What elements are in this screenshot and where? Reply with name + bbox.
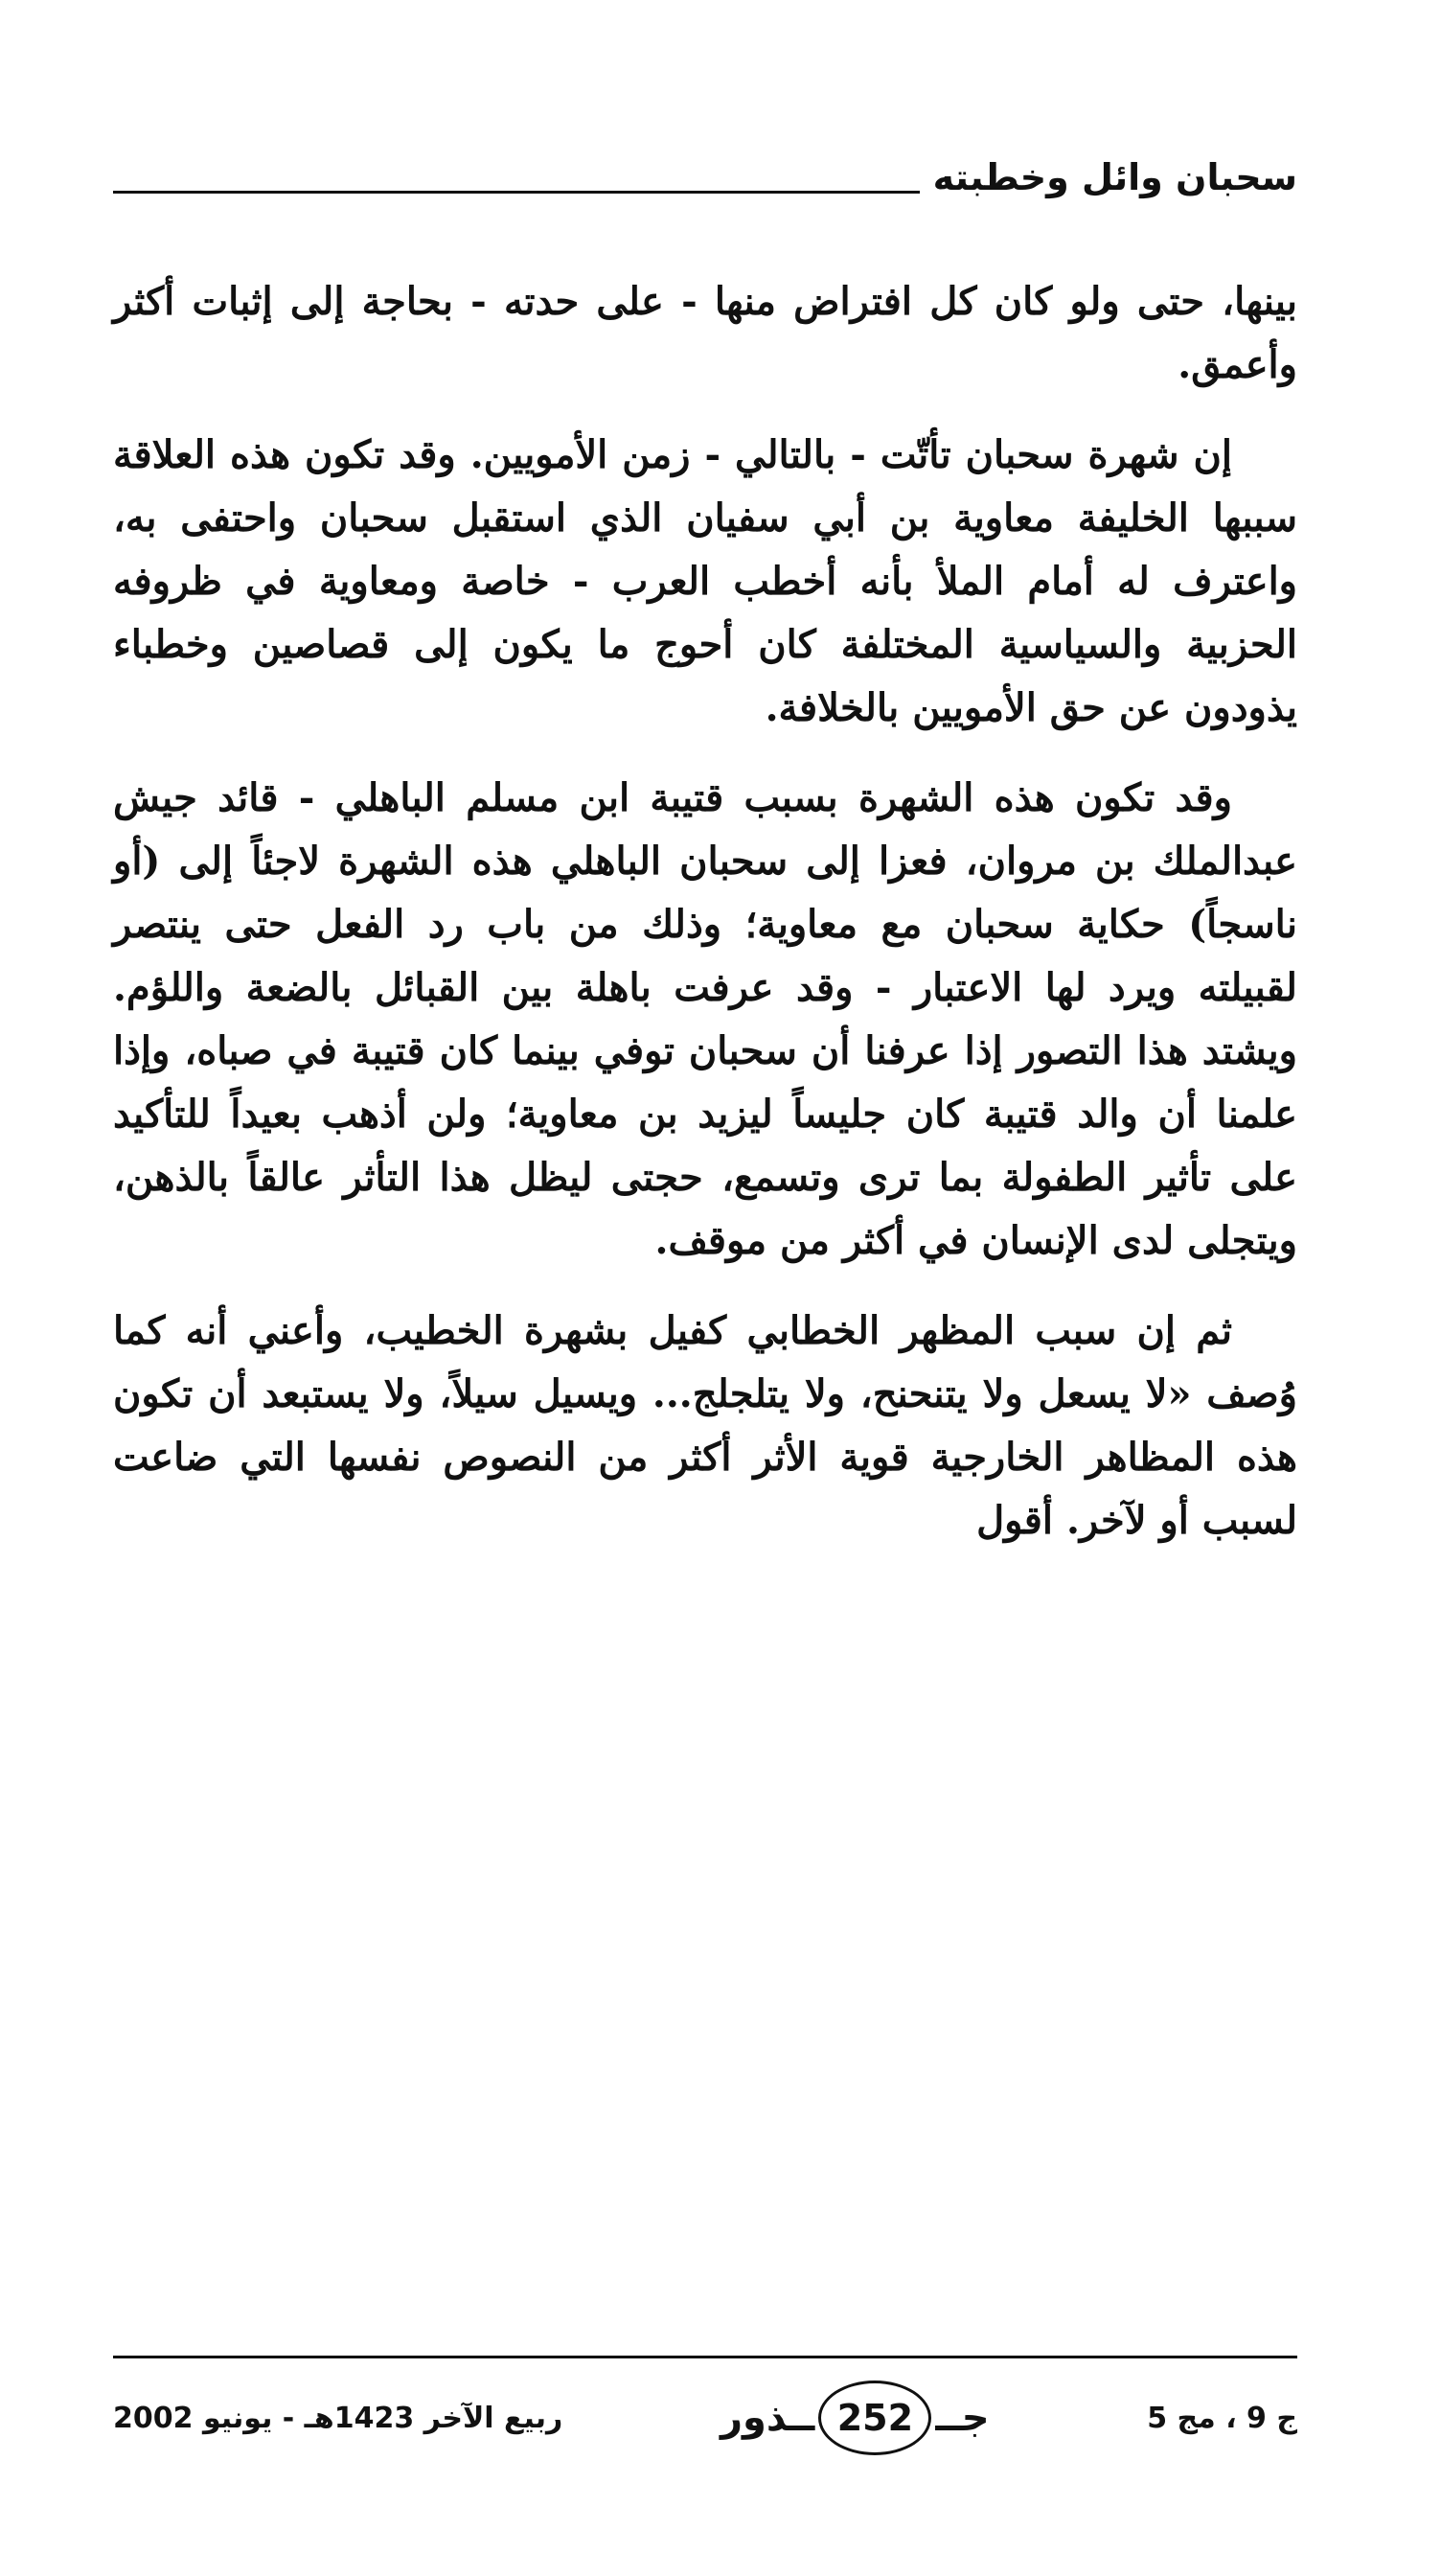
page-footer bbox=[113, 2375, 1297, 2461]
paragraph-2: إن شهرة سحبان تأتّت - بالتالي - زمن الأمويين. وقد تكون هذه العلاقة سببها الخليفة معاوية بن أبي سفيان الذي استقبل سحبان واحتفى به، واعترف له أمام الملأ بأنه أخطب العرب - خاصة ومعاوية في ظروفه الحزبية والسياسية المختلفة كان أحوج ما يكون إلى قصاصين وخطباء يذودون عن حق الأمويين بالخلافة. bbox=[113, 432, 1298, 730]
header-rule bbox=[113, 191, 920, 194]
journal-name bbox=[717, 2380, 994, 2455]
paragraph-3: وقد تكون هذه الشهرة بسبب قتيبة ابن مسلم الباهلي - قائد جيش عبدالملك بن مروان، فعزا إلى سحبان الباهلي هذه الشهرة لاجئاً إلى (أو ناسجاً) حكاية سحبان مع معاوية؛ وذلك من باب رد الفعل حتى ينتصر لقبيلته ويرد لها الاعتبار - وقد عرفت باهلة بين القبائل بالضعة واللؤم. ويشتد هذا التصور إذا عرفنا أن سحبان توفي بينما كان قتيبة في صباه، وإذا علمنا أن والد قتيبة كان جليساً ليزيد بن معاوية؛ ولن أذهب بعيداً للتأكيد على تأثير الطفولة بما ترى وتسمع، حجتى ليظل هذا التأثر عالقاً بالذهن، ويتجلى لدى الإنسان في أكثر من موقف. bbox=[113, 775, 1297, 1263]
header-title: سحبان وائل وخطبته bbox=[932, 156, 1297, 198]
issue-date: ربيع الآخر 1423هـ - يونيو 2002 bbox=[113, 2401, 563, 2435]
paragraph-1: بينها، حتى ولو كان كل افتراض منها - على حدته - بحاجة إلى إثبات أكثر وأعمق. bbox=[113, 279, 1297, 387]
journal-name-part-2: ــذور bbox=[720, 2396, 815, 2440]
page-number: 252 bbox=[818, 2380, 931, 2455]
footer-rule bbox=[113, 2356, 1297, 2358]
issue-number: ج 9 ، مج 5 bbox=[1147, 2401, 1297, 2435]
paragraph-4: ثم إن سبب المظهر الخطابي كفيل بشهرة الخطيب، وأعني أنه كما وُصف «لا يسعل ولا يتنحنح، ولا يتلجلج... ويسيل سيلاً، ولا يستبعد أن تكون هذه المظاهر الخارجية قوية الأثر أكثر من النصوص نفسها التي ضاعت لسبب أو لآخر. أقول bbox=[113, 1308, 1297, 1543]
running-header bbox=[113, 144, 1297, 201]
body-text bbox=[113, 270, 1297, 1579]
journal-name-part-1: جــ bbox=[935, 2396, 990, 2440]
